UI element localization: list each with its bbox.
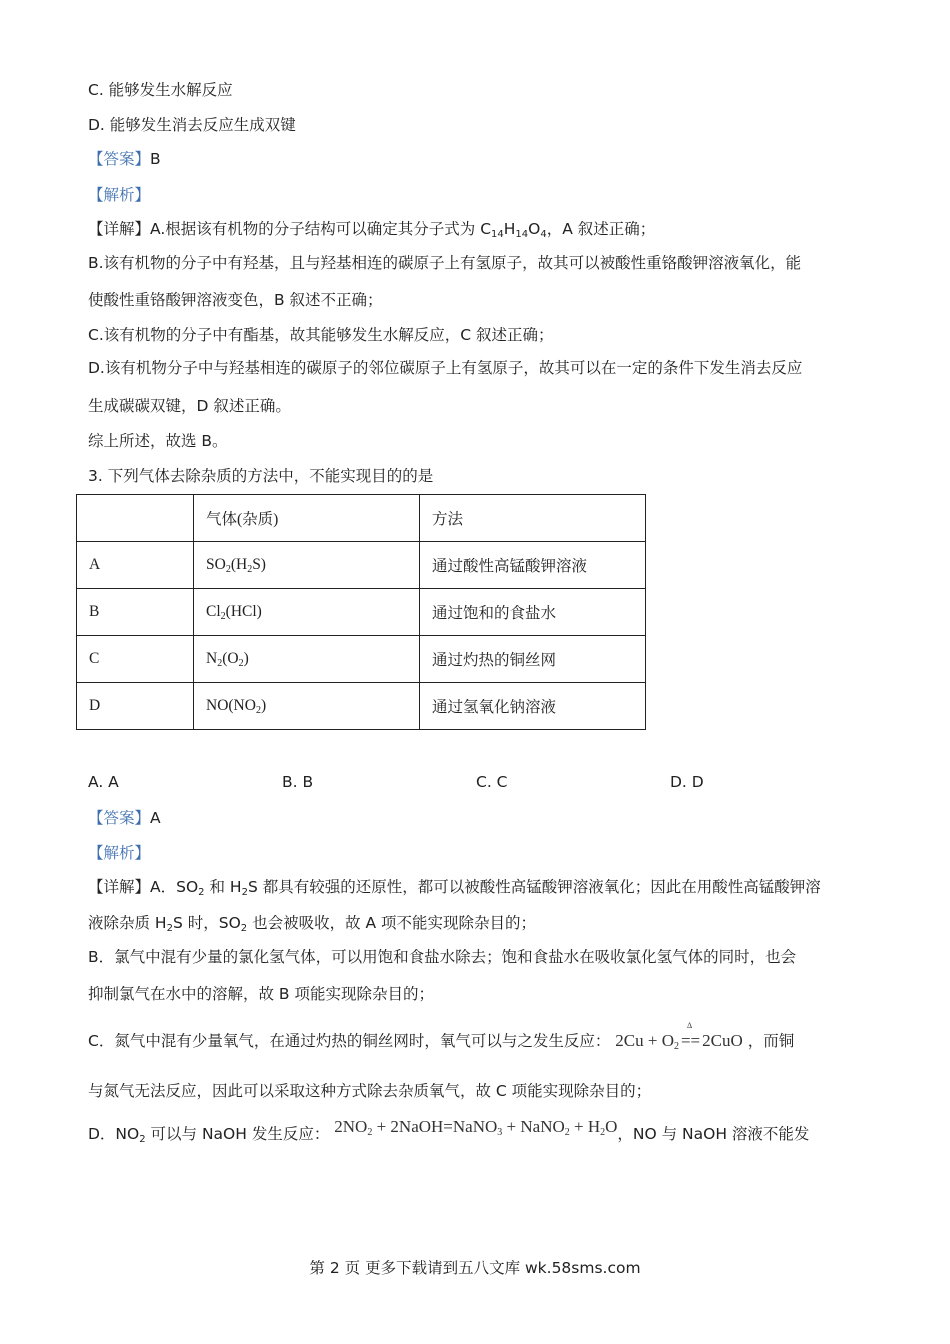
q3-analysis-label: 【解析】 xyxy=(88,844,151,862)
answer-label: 【答案】 xyxy=(88,809,151,827)
row-label: C xyxy=(77,636,194,683)
row-gas xyxy=(194,683,420,730)
q3-detail-d xyxy=(88,1117,810,1145)
text: 液除杂质 H xyxy=(88,914,167,932)
table-header-cell xyxy=(77,495,194,542)
page-footer: 第 2 页 更多下载请到五八文库 wk.58sms.com xyxy=(309,1259,641,1277)
gas-text: S) xyxy=(252,556,266,573)
q3-detail-a1 xyxy=(88,877,821,897)
sub: 4 xyxy=(540,229,547,240)
row-gas xyxy=(194,542,420,589)
q3-detail-c2: 与氮气无法反应，因此可以采取这种方式除去杂质氧气，故 C 项能实现除杂目的； xyxy=(88,1082,652,1100)
eq-part: + NaNO xyxy=(502,1117,565,1136)
sub: 14 xyxy=(491,229,504,240)
q3-detail-c1 xyxy=(88,1021,795,1052)
sub: 2 xyxy=(367,1127,373,1138)
q3-detail-b2: 抑制氯气在水中的溶解，故 B 项能实现除杂目的； xyxy=(88,985,434,1003)
table-header-cell: 气体(杂质) xyxy=(194,495,420,542)
q3-option-a: A. A xyxy=(88,773,119,791)
heat-mark: Δ xyxy=(686,1021,693,1030)
row-gas xyxy=(194,636,420,683)
text: S 时，SO xyxy=(172,914,241,932)
row-gas xyxy=(194,589,420,636)
equation-no2-naoh xyxy=(334,1117,617,1136)
gas-text: NO(NO xyxy=(206,697,256,714)
q3-detail-a2 xyxy=(88,913,536,933)
sub: 14 xyxy=(515,229,529,240)
answer-value: B xyxy=(150,150,161,168)
table-header-cell: 方法 xyxy=(420,495,646,542)
text: D．NO xyxy=(88,1125,140,1143)
row-method: 通过酸性高锰酸钾溶液 xyxy=(420,542,646,589)
table-row xyxy=(77,683,646,730)
answer-value: A xyxy=(150,809,161,827)
gas-text: (O xyxy=(222,650,239,667)
row-method: 通过灼热的铜丝网 xyxy=(420,636,646,683)
row-method: 通过氢氧化钠溶液 xyxy=(420,683,646,730)
q2-option-d: D. 能够发生消去反应生成双键 xyxy=(88,116,296,134)
q2-detail-b2: 使酸性重铬酸钾溶液变色，B 叙述不正确； xyxy=(88,291,383,309)
gas-text: Cl xyxy=(206,603,221,620)
sub: 2 xyxy=(673,1041,679,1052)
detail-a-pre: A.根据该有机物的分子结构可以确定其分子式为 C xyxy=(150,220,492,238)
q2-answer xyxy=(88,149,161,169)
sub: 2 xyxy=(217,658,223,669)
sub: 2 xyxy=(220,611,226,622)
sub: 2 xyxy=(241,887,248,898)
q3-option-b: B. B xyxy=(282,773,314,791)
detail-a-o: O xyxy=(528,220,541,238)
gas-text: ) xyxy=(243,650,249,667)
sub: 3 xyxy=(497,1127,503,1138)
q3-detail-b1: B．氯气中混有少量的氯化氢气体，可以用饱和食盐水除去；饱和食盐水在吸收氯化氢气体的同时，也会 xyxy=(88,948,797,966)
q3-option-c: C. C xyxy=(476,773,508,791)
sub: 2 xyxy=(238,658,244,669)
gas-text: N xyxy=(206,650,218,667)
detail-label: 【详解】 xyxy=(88,220,151,238)
gas-text: ) xyxy=(260,697,267,714)
q2-detail-d2: 生成碳碳双键，D 叙述正确。 xyxy=(88,397,291,415)
text: ，NO 与 NaOH 溶液不能发 xyxy=(617,1125,810,1143)
table-row xyxy=(77,636,646,683)
eq-part: O xyxy=(605,1117,618,1136)
sub: 2 xyxy=(255,705,261,716)
sub: 2 xyxy=(240,923,248,934)
detail-label: 【详解】 xyxy=(88,878,151,896)
gas-text: SO xyxy=(206,556,226,573)
row-label: B xyxy=(77,589,194,636)
row-label: D xyxy=(77,683,194,730)
eq-arrow: == xyxy=(680,1031,701,1050)
eq-right: 2CuO xyxy=(702,1031,743,1050)
q2-option-c: C. 能够发生水解反应 xyxy=(88,81,233,99)
eq-arrow-wrap xyxy=(680,1021,701,1051)
q3-option-d: D. D xyxy=(670,773,704,791)
eq-part: 2NO xyxy=(334,1117,368,1136)
sub: 2 xyxy=(198,887,205,898)
row-method: 通过饱和的食盐水 xyxy=(420,589,646,636)
sub: 2 xyxy=(600,1127,606,1138)
text: S 都具有较强的还原性，都可以被酸性高锰酸钾溶液氧化；因此在用酸性高锰酸钾溶 xyxy=(247,878,821,896)
eq-part: + 2NaOH=NaNO xyxy=(372,1117,498,1136)
detail-a-post: ，A 叙述正确； xyxy=(546,220,656,238)
text: 可以与 NaOH 发生反应： xyxy=(145,1125,330,1143)
table-header-row xyxy=(77,495,646,542)
answer-label: 【答案】 xyxy=(88,150,151,168)
text: 也会被吸收，故 A 项不能实现除杂目的； xyxy=(247,914,537,932)
q2-detail-a xyxy=(88,219,655,239)
row-label: A xyxy=(77,542,194,589)
gas-text: (H xyxy=(230,556,248,573)
equation-cu-o2 xyxy=(615,1021,743,1052)
sub: 2 xyxy=(166,923,173,934)
sub: 2 xyxy=(139,1134,146,1145)
q2-detail-d1: D.该有机物分子中与羟基相连的碳原子的邻位碳原子上有氢原子，故其可以在一定的条件下发生消去反应 xyxy=(88,359,803,377)
q3-answer xyxy=(88,808,161,828)
q3-stem: 3. 下列气体去除杂质的方法中，不能实现目的的是 xyxy=(88,467,434,485)
text: A．SO xyxy=(150,878,199,896)
sub: 2 xyxy=(225,564,231,575)
detail-a-h: H xyxy=(503,220,516,238)
text: C．氮气中混有少量氧气，在通过灼热的铜丝网时，氧气可以与之发生反应： xyxy=(88,1032,611,1050)
eq-part: + H xyxy=(569,1117,601,1136)
table-row xyxy=(77,542,646,589)
q2-analysis-label: 【解析】 xyxy=(88,186,151,204)
text: ，而铜 xyxy=(747,1032,795,1050)
sub: 2 xyxy=(564,1127,570,1138)
sub: 2 xyxy=(247,564,253,575)
q2-summary: 综上所述，故选 B。 xyxy=(88,432,228,450)
gas-text: (HCl) xyxy=(225,603,262,620)
eq-left: 2Cu + O xyxy=(615,1031,674,1050)
text: 和 H xyxy=(204,878,242,896)
q2-detail-b1: B.该有机物的分子中有羟基，且与羟基相连的碳原子上有氢原子，故其可以被酸性重铬酸钾溶液氧化，能 xyxy=(88,254,802,272)
table-row xyxy=(77,589,646,636)
q2-detail-c: C.该有机物的分子中有酯基，故其能够发生水解反应，C 叙述正确； xyxy=(88,326,554,344)
q3-table xyxy=(76,494,646,730)
